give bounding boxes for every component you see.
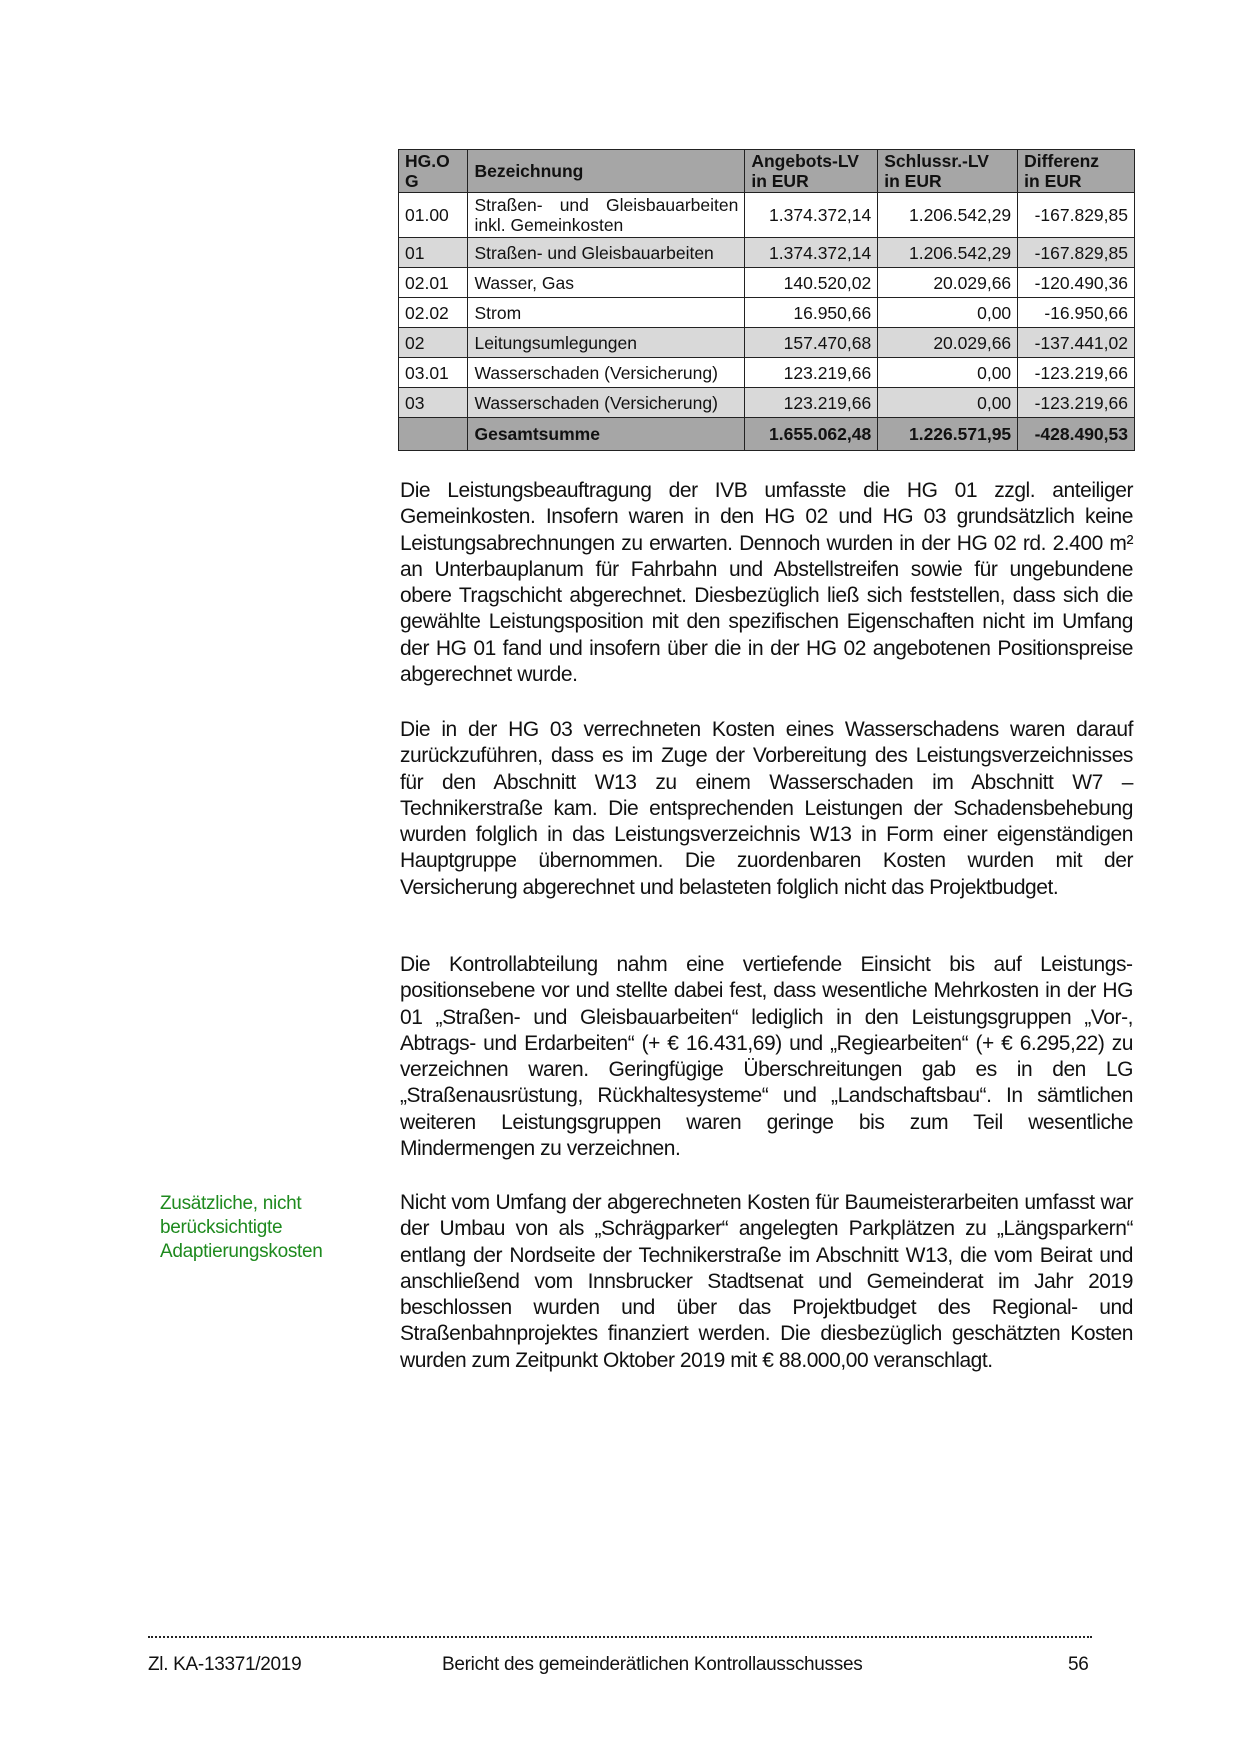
cell-hg bbox=[399, 418, 468, 451]
cost-comparison-table-container bbox=[398, 149, 1135, 451]
cell-angebot: 1.655.062,48 bbox=[745, 418, 878, 451]
cell-differenz: -167.829,85 bbox=[1018, 238, 1135, 268]
header-angebot: Angebots-LV in EUR bbox=[745, 150, 878, 193]
paragraph-text: Die in der HG 03 verrechneten Kosten eines Wasserschadens waren darauf zurückzuführen, dass es im Zuge der Vorbereitung des Leistungsverzeichnisses für den Abschnitt W13 zu einem Wasserschaden im Abschnitt W7 – Technikerstraße kam. Die entsprechenden Leistungen der Schadensbehebung wurden folglich in das Leistungsverzeichnis W13 in Form einer eigenständigen Hauptgruppe übernommen. Die zuordenbaren Kosten wurden mit der Versicherung abgerechnet und belasteten folglich nicht das Projektbudget. bbox=[400, 718, 1133, 899]
cell-angebot: 123.219,66 bbox=[745, 358, 878, 388]
cell-hg: 03 bbox=[399, 388, 468, 418]
cell-differenz: -123.219,66 bbox=[1018, 358, 1135, 388]
cell-differenz: -16.950,66 bbox=[1018, 298, 1135, 328]
margin-note-adaptierungskosten bbox=[160, 1192, 360, 1264]
paragraph-text: Die Leistungsbeauftragung der IVB umfasste die HG 01 zzgl. anteiliger Gemeinkosten. Insofern waren in den HG 02 und HG 03 grundsätzlich keine Leistungsabrechnungen zu erwarten. Dennoch wurden in der HG 02 rd. 2.400 m² an Unterbauplanum für Fahrbahn und Abstellstreifen sowie für ungebundene obere Tragschicht abgerechnet. Diesbezüglich ließ sich feststellen, dass sich die gewählte Leistungsposition mit den spezifischen Eigenschaften nicht im Umfang der HG 01 fand und insofern über die in der HG 02 angebotenen Positionspreise abgerechnet wurde. bbox=[400, 479, 1133, 687]
table-row-total bbox=[399, 418, 1135, 451]
cell-schluss: 1.226.571,95 bbox=[878, 418, 1018, 451]
cell-bezeichnung: Leitungsumlegungen bbox=[468, 328, 745, 358]
table-row bbox=[399, 298, 1135, 328]
cell-angebot: 140.520,02 bbox=[745, 268, 878, 298]
header-differenz: Differenz in EUR bbox=[1018, 150, 1135, 193]
cell-schluss: 0,00 bbox=[878, 298, 1018, 328]
paragraph-adaptierungskosten bbox=[400, 1190, 1133, 1374]
cell-schluss: 0,00 bbox=[878, 358, 1018, 388]
cell-schluss: 20.029,66 bbox=[878, 268, 1018, 298]
cell-differenz: -167.829,85 bbox=[1018, 193, 1135, 238]
paragraph-leistungsbeauftragung bbox=[400, 478, 1133, 688]
cell-differenz: -137.441,02 bbox=[1018, 328, 1135, 358]
cell-hg: 02.01 bbox=[399, 268, 468, 298]
cell-hg: 01.00 bbox=[399, 193, 468, 238]
table-header-row bbox=[399, 150, 1135, 193]
cell-schluss: 1.206.542,29 bbox=[878, 238, 1018, 268]
cost-comparison-table bbox=[398, 149, 1135, 451]
page-number: 56 bbox=[1068, 1654, 1089, 1675]
cell-differenz: -428.490,53 bbox=[1018, 418, 1135, 451]
cell-hg: 01 bbox=[399, 238, 468, 268]
cell-schluss: 20.029,66 bbox=[878, 328, 1018, 358]
cell-bezeichnung: Strom bbox=[468, 298, 745, 328]
table-row bbox=[399, 358, 1135, 388]
cell-differenz: -120.490,36 bbox=[1018, 268, 1135, 298]
cell-hg: 03.01 bbox=[399, 358, 468, 388]
cell-schluss: 1.206.542,29 bbox=[878, 193, 1018, 238]
table-row bbox=[399, 193, 1135, 238]
table-row-subtotal bbox=[399, 388, 1135, 418]
cell-angebot: 1.374.372,14 bbox=[745, 193, 878, 238]
header-bezeichnung: Bezeichnung bbox=[468, 150, 745, 193]
cell-angebot: 123.219,66 bbox=[745, 388, 878, 418]
table-row-subtotal bbox=[399, 238, 1135, 268]
cell-bezeichnung: Wasser, Gas bbox=[468, 268, 745, 298]
footer-dotted-divider bbox=[148, 1636, 1092, 1638]
paragraph-wasserschaden bbox=[400, 717, 1133, 901]
footer-title: Bericht des gemeinderätlichen Kontrollausschusses bbox=[442, 1654, 863, 1675]
margin-note-line: Zusätzliche, nicht bbox=[160, 1193, 302, 1214]
cell-bezeichnung: Wasserschaden (Versicherung) bbox=[468, 388, 745, 418]
cell-angebot: 157.470,68 bbox=[745, 328, 878, 358]
margin-note-line: Adaptierungskosten bbox=[160, 1241, 323, 1262]
paragraph-kontrollabteilung bbox=[400, 952, 1133, 1162]
cell-bezeichnung: Straßen- und Gleisbauarbeiten bbox=[468, 238, 745, 268]
cell-bezeichnung: Straßen- und Gleisbauarbeiten inkl. Gemeinkosten bbox=[468, 193, 745, 238]
paragraph-text: Die Kontrollabteilung nahm eine vertiefende Einsicht bis auf Leistungspositionsebene vor und stellte dabei fest, dass wesentliche Mehrkosten in der HG 01 „Straßen- und Gleisbauarbeiten“ lediglich in den Leistungsgruppen „Vor-, Abtrags- und Erdarbeiten“ (+ € 16.431,69) und „Regiearbeiten“ (+ € 6.295,22) zu verzeichnen waren. Geringfügige Überschreitungen gab es in den LG „Straßenausrüstung, Rückhaltesysteme“ und „Landschaftsbau“. In sämtlichen weiteren Leistungsgruppen waren geringe bis zum Teil wesentliche Mindermengen zu verzeichnen. bbox=[400, 953, 1133, 1161]
paragraph-text: Nicht vom Umfang der abgerechneten Kosten für Baumeisterarbeiten umfasst war der Umbau von als „Schrägparker“ angelegten Parkplätzen zu „Längsparkern“ entlang der Nordseite der Technikerstraße im Abschnitt W13, die vom Beirat und anschließend vom Innsbrucker Stadtsenat und Gemeinderat im Jahr 2019 beschlossen wurden und über das Projektbudget des Regional- und Straßenbahnprojektes finanziert werden. Die diesbezüglich geschätzten Kosten wurden zum Zeitpunkt Oktober 2019 mit € 88.000,00 veranschlagt. bbox=[400, 1191, 1133, 1372]
table-row bbox=[399, 268, 1135, 298]
margin-note-line: berücksichtigte bbox=[160, 1217, 283, 1238]
cell-bezeichnung: Wasserschaden (Versicherung) bbox=[468, 358, 745, 388]
cell-differenz: -123.219,66 bbox=[1018, 388, 1135, 418]
cell-schluss: 0,00 bbox=[878, 388, 1018, 418]
header-hg: HG.O G bbox=[399, 150, 468, 193]
cell-hg: 02.02 bbox=[399, 298, 468, 328]
cell-angebot: 16.950,66 bbox=[745, 298, 878, 328]
footer-reference: Zl. KA-13371/2019 bbox=[148, 1654, 302, 1675]
table-row-subtotal bbox=[399, 328, 1135, 358]
cell-angebot: 1.374.372,14 bbox=[745, 238, 878, 268]
cell-bezeichnung: Gesamtsumme bbox=[468, 418, 745, 451]
header-schlussrechnung: Schlussr.-LV in EUR bbox=[878, 150, 1018, 193]
cell-hg: 02 bbox=[399, 328, 468, 358]
